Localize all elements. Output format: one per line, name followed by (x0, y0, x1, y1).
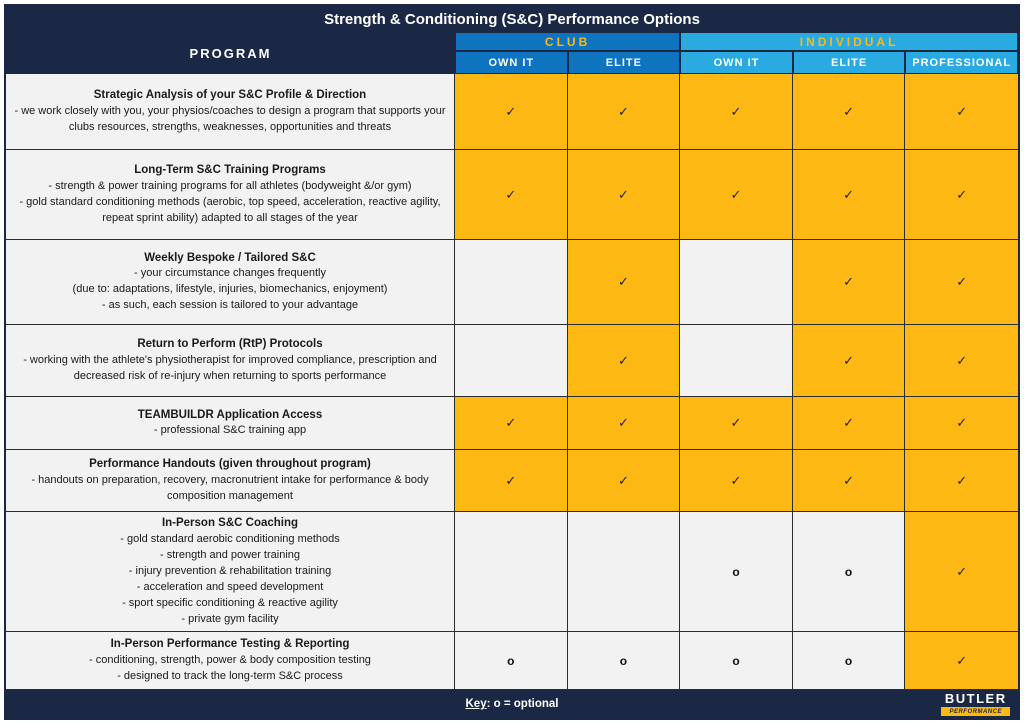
cell-row8-col1-optional (455, 632, 568, 690)
cell-row7-col3-optional (680, 512, 793, 632)
column-header-club-own-it: OWN IT (455, 51, 568, 74)
optional-icon: o (507, 653, 515, 668)
feature-description-line: - as such, each session is tailored to your advantage (101, 299, 359, 312)
feature-description-line: - conditioning, strength, power & body composition testing (89, 653, 371, 666)
feature-title: Weekly Bespoke / Tailored S&C (144, 251, 316, 264)
cell-row1-col3-check (680, 74, 793, 150)
cell-row3-col2-check (568, 240, 681, 325)
check-icon: ✓ (956, 472, 968, 488)
cell-row4-col3-none (680, 325, 793, 397)
table-footer (6, 690, 1018, 718)
feature-row-6-program (6, 450, 455, 512)
cell-row2-col5-check (905, 150, 1018, 240)
check-icon: ✓ (843, 352, 855, 368)
check-icon: ✓ (956, 274, 968, 289)
feature-description-line: (due to: adaptations, lifestyle, injuries, biomechanics, enjoyment) (72, 283, 388, 296)
check-icon: ✓ (956, 186, 968, 202)
group-header-individual: INDIVIDUAL (680, 32, 1018, 51)
feature-description-line: - private gym facility (181, 612, 279, 625)
feature-row-2-program (6, 150, 455, 240)
cell-row7-col5-check (905, 512, 1018, 632)
feature-description-line: - your circumstance changes frequently (134, 267, 326, 280)
feature-title: Performance Handouts (given throughout program) (89, 458, 371, 471)
cell-row5-col2-check (568, 397, 681, 450)
cell-row7-col2-none (568, 512, 681, 632)
cell-row5-col1-check (455, 397, 568, 450)
column-header-ind-own-it: OWN IT (680, 51, 793, 74)
check-icon: ✓ (617, 472, 629, 488)
feature-description-line: - gold standard aerobic conditioning methods (120, 533, 340, 546)
check-icon: ✓ (617, 415, 629, 430)
check-icon: ✓ (730, 186, 742, 202)
cell-row8-col4-optional (793, 632, 906, 690)
cell-row6-col3-check (680, 450, 793, 512)
check-icon: ✓ (956, 352, 968, 368)
feature-title: Long-Term S&C Training Programs (134, 164, 326, 177)
feature-description-line: - sport specific conditioning & reactive agility (122, 596, 338, 609)
check-icon: ✓ (843, 274, 855, 289)
cell-row6-col1-check (455, 450, 568, 512)
cell-row4-col2-check (568, 325, 681, 397)
cell-row5-col3-check (680, 397, 793, 450)
check-icon: ✓ (617, 103, 629, 119)
cell-row8-col5-check (905, 632, 1018, 690)
feature-row-8-program (6, 632, 455, 690)
optional-icon: o (844, 653, 853, 668)
check-icon: ✓ (505, 472, 517, 488)
key-text: : o = optional (486, 698, 559, 710)
group-header-club: CLUB (455, 32, 680, 51)
feature-title: Return to Perform (RtP) Protocols (137, 338, 323, 351)
check-icon: ✓ (843, 186, 855, 202)
logo-subtitle: PERFORMANCE (941, 707, 1010, 716)
cell-row3-col4-check (793, 240, 906, 325)
check-icon: ✓ (956, 652, 968, 668)
check-icon: ✓ (843, 472, 855, 488)
cell-row2-col1-check (455, 150, 568, 240)
logo-title: BUTLER (944, 691, 1007, 706)
feature-row-4-program (6, 325, 455, 397)
feature-description-line: - professional S&C training app (153, 424, 307, 437)
cell-row1-col2-check (568, 74, 681, 150)
feature-description-line: - acceleration and speed development (136, 580, 324, 593)
cell-row8-col3-optional (680, 632, 793, 690)
feature-description-line: - strength & power training programs for all athletes (bodyweight &/or gym) (48, 179, 412, 192)
feature-description-line: - handouts on preparation, recovery, macronutrient intake for performance & body composition management (31, 473, 429, 502)
cell-row6-col5-check (905, 450, 1018, 512)
check-icon: ✓ (956, 103, 968, 119)
check-icon: ✓ (617, 186, 629, 202)
cell-row4-col4-check (793, 325, 906, 397)
comparison-table (4, 4, 1020, 720)
cell-row2-col4-check (793, 150, 906, 240)
check-icon: ✓ (730, 472, 742, 488)
check-icon: ✓ (505, 415, 517, 430)
cell-row3-col3-none (680, 240, 793, 325)
optional-icon: o (619, 653, 628, 668)
page-title: Strength & Conditioning (S&C) Performance Options (6, 6, 1018, 32)
cell-row7-col1-none (455, 512, 568, 632)
cell-row3-col1-none (455, 240, 568, 325)
column-header-ind-professional: PROFESSIONAL (905, 51, 1018, 74)
optional-icon: o (732, 564, 740, 579)
check-icon: ✓ (843, 415, 855, 430)
cell-row2-col3-check (680, 150, 793, 240)
column-header-ind-elite: ELITE (793, 51, 906, 74)
check-icon: ✓ (956, 563, 968, 579)
feature-description-line: - injury prevention & rehabilitation training (128, 564, 332, 577)
cell-row3-col5-check (905, 240, 1018, 325)
cell-row7-col4-optional (793, 512, 906, 632)
key-note (466, 698, 559, 710)
feature-title: Strategic Analysis of your S&C Profile & Direction (93, 89, 367, 102)
optional-icon: o (732, 653, 740, 668)
feature-title: In-Person S&C Coaching (161, 517, 299, 530)
column-header-club-elite: ELITE (568, 51, 681, 74)
check-icon: ✓ (730, 415, 742, 430)
key-label: Key (465, 698, 487, 710)
feature-title: TEAMBUILDR Application Access (137, 408, 323, 421)
cell-row8-col2-optional (568, 632, 681, 690)
cell-row1-col5-check (905, 74, 1018, 150)
check-icon: ✓ (505, 103, 517, 119)
cell-row5-col5-check (905, 397, 1018, 450)
cell-row4-col1-none (455, 325, 568, 397)
cell-row1-col4-check (793, 74, 906, 150)
optional-icon: o (844, 564, 853, 579)
check-icon: ✓ (730, 103, 742, 119)
feature-title: In-Person Performance Testing & Reporting (110, 638, 350, 651)
cell-row1-col1-check (455, 74, 568, 150)
feature-description-line: - designed to track the long-term S&C process (117, 669, 343, 682)
check-icon: ✓ (617, 352, 629, 368)
feature-row-5-program (6, 397, 455, 450)
feature-description-line: - working with the athlete's physiotherapist for improved compliance, prescription and decreased risk of re-injury when returning to sports performance (23, 353, 437, 382)
cell-row6-col4-check (793, 450, 906, 512)
cell-row6-col2-check (568, 450, 681, 512)
feature-description-line: - strength and power training (159, 548, 301, 561)
cell-row4-col5-check (905, 325, 1018, 397)
check-icon: ✓ (956, 415, 968, 430)
feature-description-line: - gold standard conditioning methods (aerobic, top speed, acceleration, reactive agility, repeat sprint ability) adapted to all stages of the year (19, 195, 441, 224)
feature-row-3-program (6, 240, 455, 325)
cell-row5-col4-check (793, 397, 906, 450)
check-icon: ✓ (843, 103, 855, 119)
butler-logo (941, 692, 1010, 716)
feature-row-7-program (6, 512, 455, 632)
cell-row2-col2-check (568, 150, 681, 240)
check-icon: ✓ (617, 274, 629, 289)
feature-row-1-program (6, 74, 455, 150)
program-column-header: PROGRAM (6, 32, 455, 74)
feature-description-line: - we work closely with you, your physios/coaches to design a program that supports your clubs resources, strengths, weaknesses, opportunities and threats (14, 104, 446, 133)
check-icon: ✓ (505, 186, 517, 202)
